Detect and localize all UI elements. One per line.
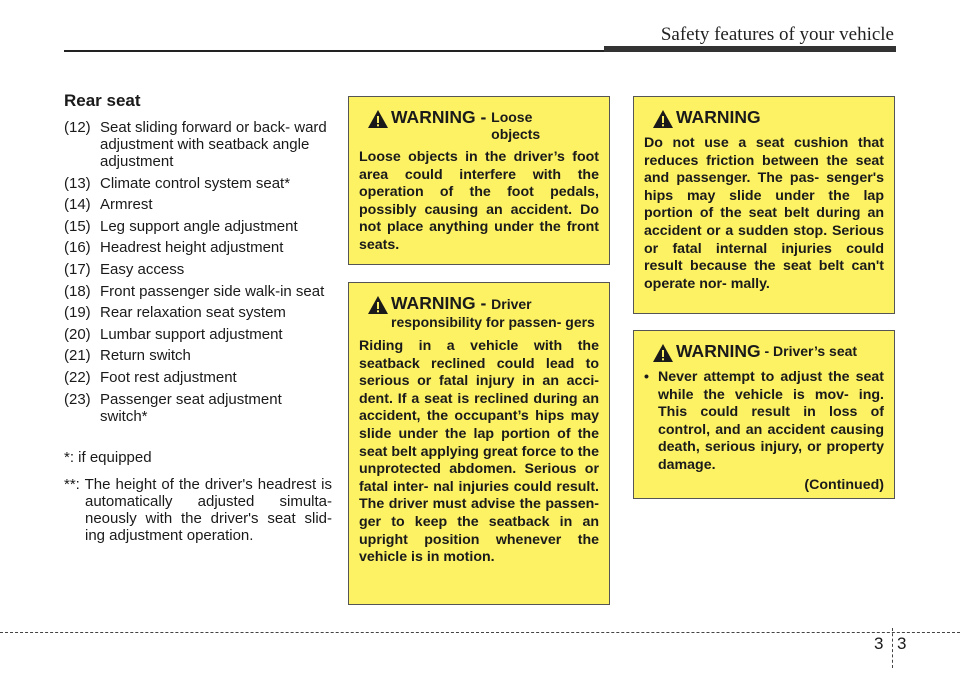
- list-item: (12) Seat sliding forward or back- ward adjustment with seatback angle adjustment: [64, 119, 327, 170]
- warning-label: WARNING -: [391, 107, 492, 127]
- list-item: (21) Return switch: [64, 347, 191, 365]
- list-item: (18) Front passenger side walk-in seat: [64, 282, 325, 300]
- footnote-equipped: *: if equipped: [64, 448, 152, 466]
- warning-box-driver-responsibility: [348, 282, 610, 605]
- chapter-number: 3: [874, 634, 884, 653]
- warning-box-loose-objects: [348, 96, 610, 265]
- list-item: (17) Easy access: [64, 260, 185, 278]
- list-item: (14) Armrest: [64, 196, 153, 214]
- header-title: Safety features of your vehicle: [660, 24, 894, 45]
- warning-triangle-icon: [365, 295, 391, 315]
- warning-box-seat-cushion: [633, 96, 895, 314]
- warning-subtitle: - Driver’s seat: [760, 343, 858, 359]
- warning-triangle-icon: [365, 109, 391, 129]
- list-item: (22) Foot rest adjustment: [64, 368, 237, 386]
- header-rule: [64, 50, 604, 52]
- list-item: (13) Climate control system seat*: [64, 174, 291, 192]
- warning-subtitle: Driver responsibility for passen- gers: [391, 296, 595, 330]
- footnote-headrest: **: The height of the driver's headrest is automatically adjusted simulta- neously with the driver's seat slid- ing adjustment operation.: [64, 475, 332, 544]
- warning-body: Do not use a seat cushion that reduces friction between the seat and passenger. The pas- senger's hips may slide under the lap portion of the seat belt during an accident or a sudden stop. Serious or fatal internal injuries could result because the seat belt can't operate nor- mally.: [644, 135, 884, 292]
- warning-body: Riding in a vehicle with the seatback reclined could lead to serious or fatal injury in an acci- dent. If a seat is reclined during an accident, the occupant’s hips may slide under the lap portion of the seat belt applying great force to the unprotected abdomen. Serious or fatal inter- nal injuries could result. The driver must advise the passen- ger to keep the seatback in an upright position whenever the vehicle is in motion.: [359, 338, 599, 566]
- warning-triangle-icon: [650, 109, 676, 129]
- continued-label: (Continued): [804, 476, 884, 493]
- warning-label: WARNING -: [391, 293, 492, 313]
- rear-seat-item-list: [64, 119, 332, 425]
- list-item: (23) Passenger seat adjustment switch*: [64, 390, 282, 425]
- section-title: Rear seat: [64, 91, 141, 110]
- warning-label: WARNING: [676, 107, 761, 127]
- header-bar: [604, 46, 896, 52]
- list-item: (19) Rear relaxation seat system: [64, 304, 286, 322]
- footer-rule: [0, 632, 960, 633]
- bullet-dot: •: [644, 369, 649, 385]
- warning-subtitle: Loose objects: [491, 109, 541, 142]
- warning-triangle-icon: [650, 343, 676, 363]
- warning-box-drivers-seat: [633, 330, 895, 499]
- list-item: (15) Leg support angle adjustment: [64, 217, 298, 235]
- rear-seat-section: [64, 92, 332, 544]
- list-item: (16) Headrest height adjustment: [64, 239, 284, 257]
- footer-divider: [892, 628, 893, 668]
- warning-label: WARNING: [676, 341, 761, 361]
- list-item: (20) Lumbar support adjustment: [64, 325, 283, 343]
- warning-bullet: • Never attempt to adjust the seat while the vehicle is mov- ing. This could result in loss of control, and an accident causing death, serious injury, or property damage.: [644, 369, 884, 473]
- warning-body: Loose objects in the driver’s foot area could interfere with the operation of the foot pedals, possibly causing an accident. Do not place anything under the front seats.: [359, 149, 599, 253]
- page-number: 3: [897, 634, 907, 653]
